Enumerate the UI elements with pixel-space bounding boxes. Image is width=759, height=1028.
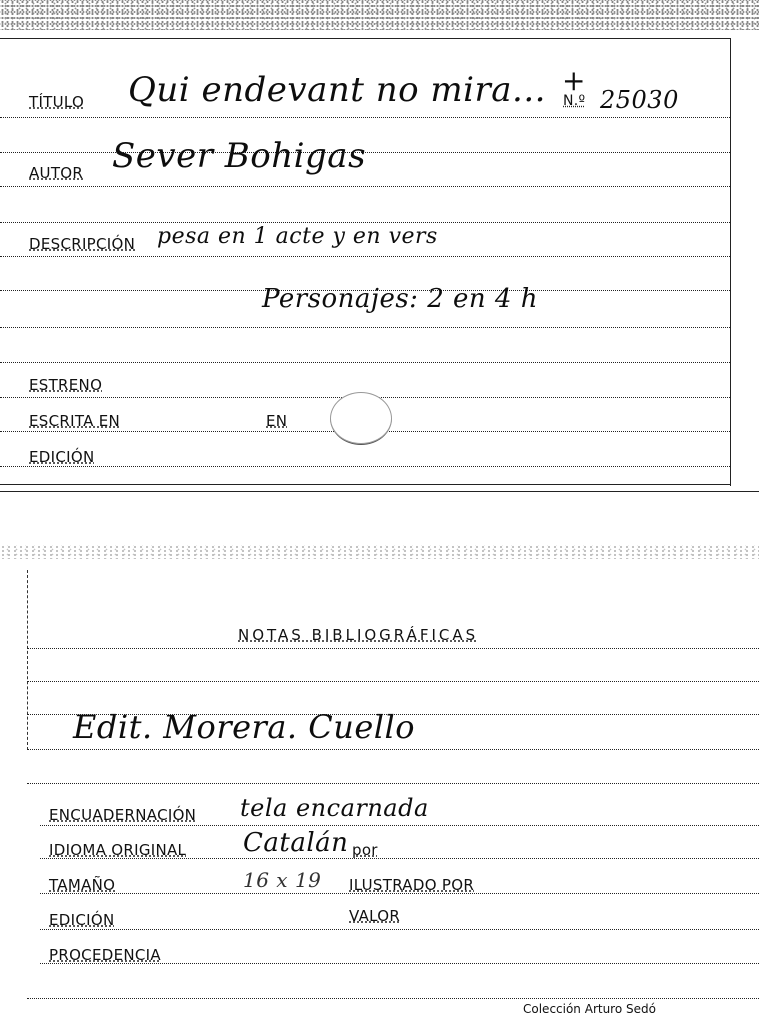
card-left-border [27, 570, 28, 750]
label-por: por [352, 841, 378, 859]
label-estreno: ESTRENO [29, 376, 103, 394]
rule-line [27, 749, 759, 750]
rule-line [0, 466, 730, 467]
label-descripcion: DESCRIPCIÓN [29, 235, 136, 253]
label-edicion: EDICIÓN [29, 448, 95, 466]
rule-line [27, 681, 759, 682]
rule-line [0, 256, 730, 257]
handwritten-description: pesa en 1 acte y en vers [157, 224, 438, 249]
label-idioma-original: IDIOMA ORIGINAL [49, 841, 187, 859]
rule-line [40, 825, 759, 826]
collection-footer: Colección Arturo Sedó [523, 1002, 656, 1016]
handwritten-size: 16 x 19 [243, 868, 322, 892]
handwritten-language: Catalán [243, 828, 349, 858]
handwritten-author: Sever Bohigas [112, 136, 367, 176]
rule-line [0, 186, 730, 187]
handwritten-characters: Personajes: 2 en 4 h [262, 284, 538, 314]
label-procedencia: PROCEDENCIA [49, 946, 161, 964]
scan-noise-top [0, 0, 759, 30]
card-top-border [0, 38, 731, 39]
notas-heading: NOTAS BIBLIOGRÁFICAS [238, 626, 479, 644]
label-escrita-en: ESCRITA EN [29, 412, 121, 430]
scan-noise-middle [0, 545, 759, 559]
label-edicion-bottom: EDICIÓN [49, 911, 115, 929]
card-bottom-border [0, 484, 731, 485]
handwritten-title: Qui endevant no mira... [128, 70, 546, 110]
label-tamano: TAMAÑO [49, 876, 116, 894]
rule-line [40, 929, 759, 930]
label-ilustrado-por: ILUSTRADO POR [349, 876, 475, 894]
rule-line [0, 222, 730, 223]
label-autor: AUTOR [29, 164, 84, 182]
rule-line [0, 362, 730, 363]
label-valor: VALOR [349, 907, 401, 925]
handwritten-binding: tela encarnada [240, 794, 429, 822]
handwritten-notes: Edit. Morera. Cuello [73, 708, 416, 746]
rule-line [27, 648, 759, 649]
rule-line [27, 783, 759, 784]
stamp-mark [330, 392, 392, 445]
label-number-prefix: N.º [563, 93, 586, 109]
rule-line [0, 327, 730, 328]
cross-mark: + [562, 64, 586, 97]
rule-line [27, 998, 759, 999]
label-titulo: TÍTULO [29, 93, 85, 111]
rule-line [0, 117, 730, 118]
label-encuadernacion: ENCUADERNACIÓN [49, 806, 197, 824]
card-right-border [730, 38, 731, 486]
label-en: EN [266, 412, 288, 430]
card-edge-line [0, 491, 759, 492]
catalog-number: 25030 [600, 86, 679, 114]
